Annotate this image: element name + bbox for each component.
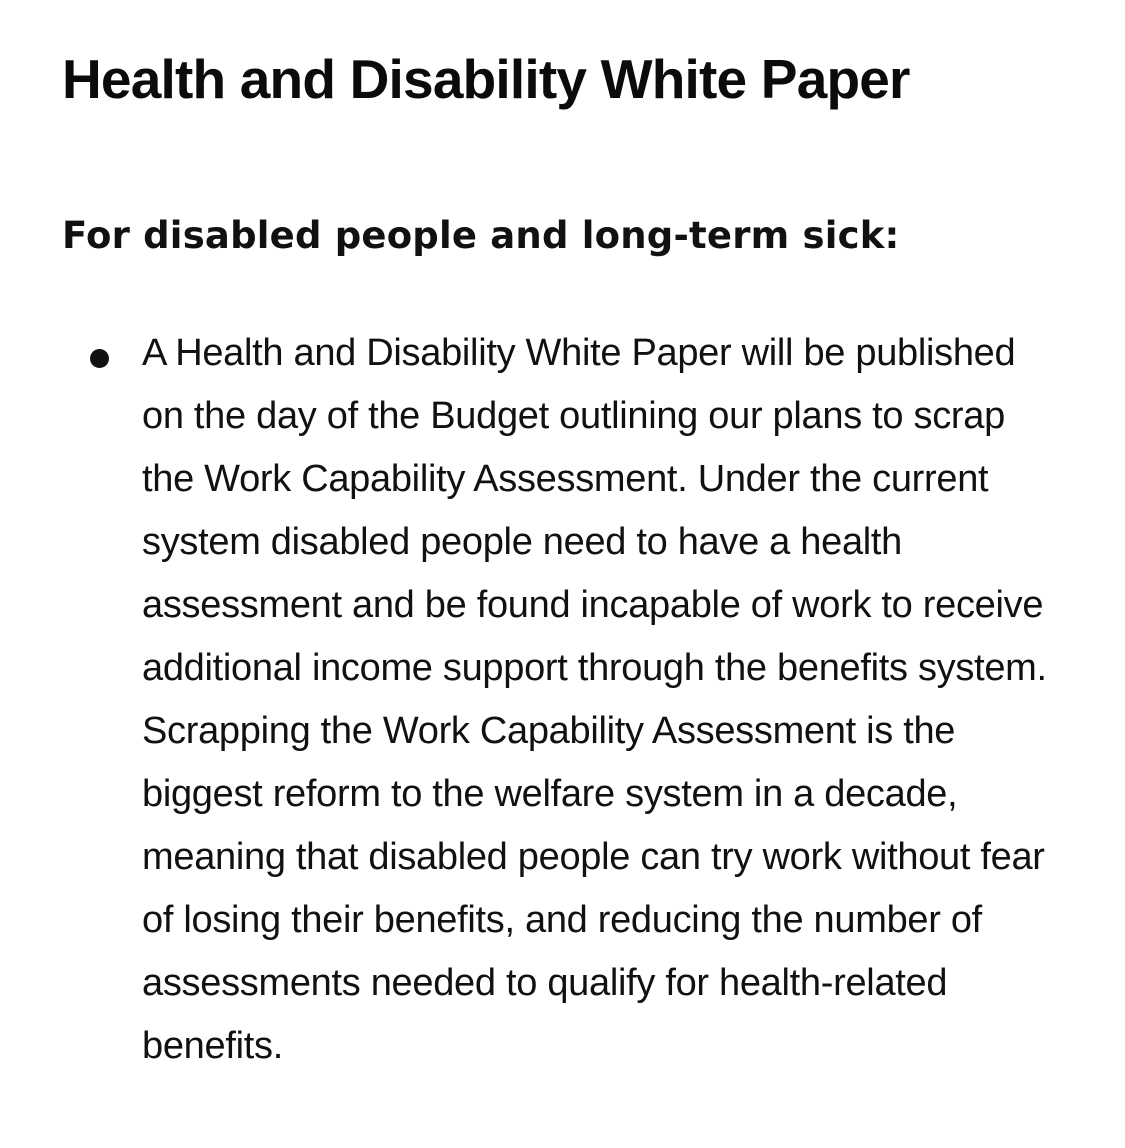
- list-item-text: A Health and Disability White Paper will be published on the day of the Budget outlining our plans to scrap the Work Capability Assessment. Under the current system disabled people need to have a health assessment and be found incapable of work to receive additional income support through the benefits system. Scrapping the Work Capability Assessment is the biggest reform to the welfare system in a decade, meaning that disabled people can try work without fear of losing their benefits, and reducing the number of assessments needed to qualify for health-related benefits.: [142, 332, 1047, 1067]
- bullet-dot-icon: [90, 349, 109, 368]
- bullet-list: [62, 322, 1065, 1078]
- section-subheading: For disabled people and long-term sick:: [62, 214, 900, 257]
- page-title: Health and Disability White Paper: [62, 48, 910, 110]
- list-item: [62, 322, 1065, 1078]
